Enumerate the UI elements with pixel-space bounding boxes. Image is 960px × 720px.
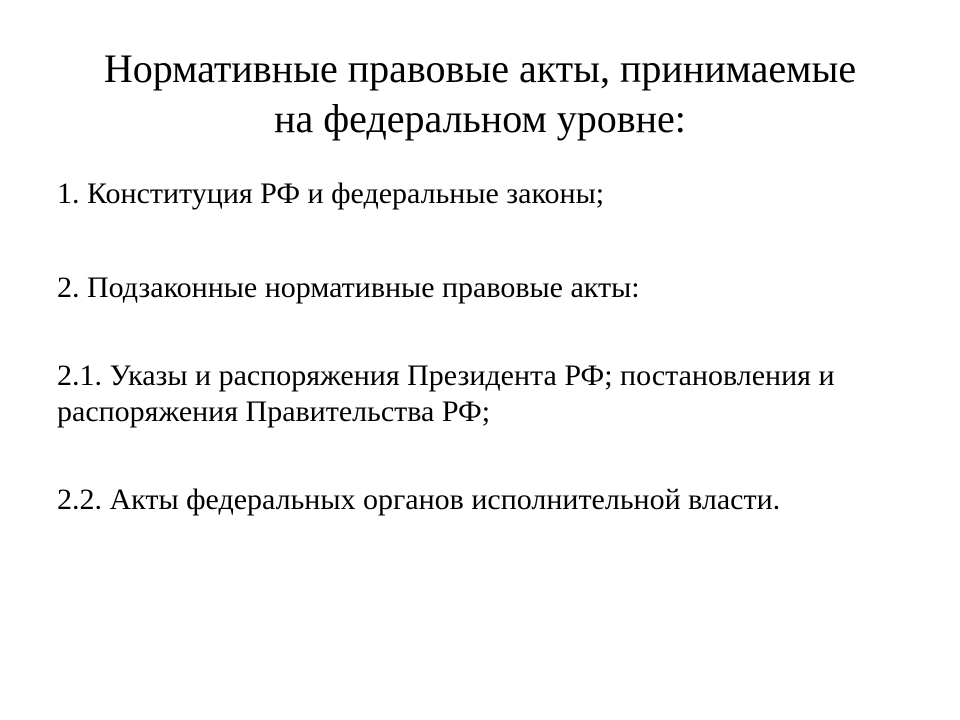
slide-title <box>40 44 920 144</box>
list-item-constitution: 1. Конституция РФ и федеральные законы; <box>57 177 605 210</box>
slide-title-line-1: Нормативные правовые акты, принимаемые <box>103 46 857 91</box>
slide-title-line-2: на федеральном уровне: <box>274 96 686 141</box>
list-item-subordinate-acts: 2. Подзаконные нормативные правовые акты: <box>57 271 640 304</box>
content-list <box>57 176 917 518</box>
list-item-federal-bodies: 2.2. Акты федеральных органов исполнительной власти. <box>57 483 781 516</box>
list-item-decrees-line-1: 2.1. Указы и распоряжения Президента РФ; постановления и <box>57 359 835 392</box>
list-item-decrees-line-2: распоряжения Правительства РФ; <box>57 395 491 428</box>
list-item-decrees <box>57 358 917 430</box>
